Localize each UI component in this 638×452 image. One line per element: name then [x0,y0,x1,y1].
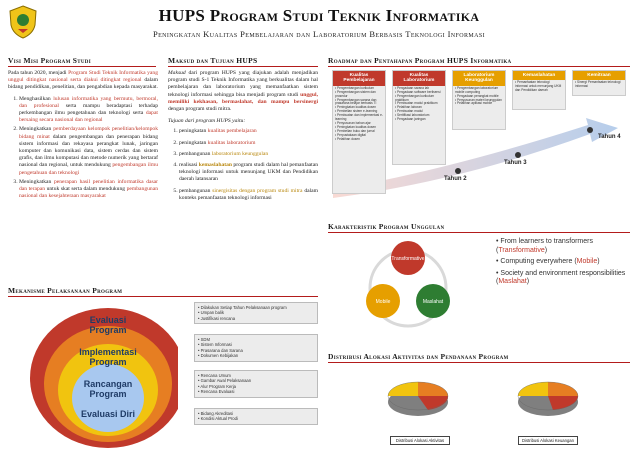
roadmap-item: • Penyusunan bahan ajar [335,120,371,125]
tujuan-item-1: 1. peningkatan kualitas pembelajaran [179,128,318,135]
misi-list [8,96,158,201]
roadmap-column-title: Kemitraan [573,71,625,80]
mekanisme-item: • Rencana Evaluasi [198,389,235,395]
maksud-heading: Maksud dan Tujuan HUPS [168,56,318,67]
roadmap-item: • Pembuatan modul [395,109,423,114]
mekanisme-item: • Justifikasi rencana [198,315,236,321]
roadmap-year-label: Tahun 2 [444,176,467,182]
roadmap-column-title: Kualitas Laboratorium [393,71,445,86]
tujuan-item-4: 4. realisasi kemaslahatan program studi dalam hal pemanfaatan teknologi informasi untuk menunjang UKM dan Pendidikan daerah latansaran [179,162,318,184]
karakteristik-item-3: • Society and environment responsibilities (Maslahat) [496,269,626,286]
aktivitas-pie [388,382,448,416]
roadmap-item: • Pengadaan jaringan [395,117,426,122]
roadmap-item: • Pengembangan kurikulum praktikum [395,93,435,102]
roadmap-item: • Perpustakaan digital [335,132,366,137]
misi-item-3: 3. Meningkatkan penerapan hasil penelitian informatika dasar dan terapan untuk skat serta dalam mendukung pembangunan nasional dan kesejahteraan masyarakat [19,179,158,201]
mekanisme-item-box [194,302,318,324]
roadmap-year-label: Tahun 4 [598,134,621,140]
mekanisme-item: • Dilakukan Setiap Tahun Pelaksanaan program [198,305,287,310]
roadmap-item: • Sinergi Pemanfaatan teknologi informasi [575,80,621,89]
mekanisme-ring-label: Evaluasi Diri [80,409,136,419]
distribusi-heading: Distribusi Alokasi Aktivitas dan Pendanaan Program [328,352,630,363]
tujuan-intro: Tujuan dari program HUPS yaitu: [168,118,246,125]
mekanisme-item-box [194,370,318,398]
roadmap-item: • Pengembangan laboratorium mobile computing [455,85,499,94]
roadmap-item: • Pembuatan dan implementasi e-learning [335,113,383,122]
keuangan-pie [518,382,578,416]
mekanisme-item-box [194,408,318,425]
roadmap-item: • Sertifikasi laboratorium [395,113,430,118]
transformative-label: Transformative [391,256,425,262]
mekanisme-item: • Kondisi Aktual Prodi [198,416,238,422]
maksud-body [168,70,318,204]
mekanisme-item: • Umpan balik [198,310,224,316]
aktivitas-caption: Distribusi Alokasi Aktivitas [390,436,450,445]
mekanisme-item: • Alur Program Kerja [198,383,237,389]
maslahat-label: Maslahat [422,299,444,305]
mekanisme-item: • Sistem Informasi [198,342,232,348]
roadmap-item: • Pembuatan modul praktikum [395,101,438,106]
karakteristik-panel [328,236,630,336]
distribusi-pies [328,366,630,434]
mekanisme-ring-label: Evaluasi Program [89,315,127,335]
roadmap-item: • Pelatihan laboran [395,105,422,110]
misi-item-2: 2. Meningkatkan pemberdayaan kelompok penelitian/kelompok bidang minat dalam pengembangan dan penerapan bidang sistem informasi dan rekayasa perangkat lunak, jaringan komputer dan komunikasi data, sistem cerdas dan sistem grafis, dan ilmu komputasi dan metode numerik yang bertaraf nasional dan regional, untuk mendukung pengembangan ilmu pengetahuan dan teknologi [19,126,158,176]
karakteristik-list [496,238,628,287]
mekanisme-item: • Gambar Awal Pelaksanaan [198,378,252,384]
page-title: HUPS Program Studi Teknik Informatika [158,6,480,25]
distribusi-panel [328,366,630,450]
visi-body [8,70,158,202]
mekanisme-diagram [8,300,320,448]
mekanisme-ring-label: Rancangan Program [83,379,133,399]
roadmap-item: • Pemanfaatan teknologi informasi untuk menunjang UKM dan Pendidikan daerah [515,80,562,93]
mekanisme-item: • SDM [198,337,210,342]
roadmap-column-3 [452,70,506,130]
roadmap-heading: Roadmap dan Pentahapan Program HUPS Informatika [328,56,630,67]
roadmap-item: • Pelatihan aplikasi mobile [455,101,493,106]
roadmap-item: • Pengadaan sarana lab [395,85,430,90]
karakteristik-heading: Karakteristik Program Unggulan [328,222,630,233]
roadmap-column-title: Laboratorium Keunggulan [453,71,505,86]
tujuan-item-2: 2. peningkatan kualitas laboratorium [179,140,318,147]
visi-intro: Pada tahun 2020, menjadi Program Studi Teknik Informatika yang unggul ditingkat nasional serta diakui ditingkat regional dalam bidang pendidikan, penelitian, dan pengabdian kepada masyarakat. [8,70,158,91]
visi-heading: Visi Misi Program Studi [8,56,156,67]
roadmap-column-5 [572,70,626,96]
roadmap-item: • Pembelian sistem e-learning [335,109,378,114]
roadmap-column-title: Kualitas Pembelajaran [333,71,385,86]
roadmap-item: • Pengadaan software berlisensi [395,89,441,94]
roadmap-column-title: Kemaslahatan [513,71,565,80]
karakteristik-item-1: • From learners to transformers (Transformative) [496,238,593,254]
mekanisme-item-box [194,334,318,362]
mekanisme-ring-label: Implementasi Program [79,347,137,367]
mekanisme-item: • Bidang Akreditasi [198,411,233,416]
roadmap-diagram [328,70,630,200]
roadmap-item: • Pembelian buku dan jurnal [335,128,375,133]
roadmap-item: • Pengembangan sistem dan prosedur [335,89,376,98]
mekanisme-item: • Prasarana dan Sarana [198,347,243,353]
page-subtitle: Peningkatan Kualitas Pembelajaran dan Laboratorium Berbasis Teknologi Informasi [152,29,486,39]
roadmap-item: • Peningkatan kualitas dosen [335,124,377,129]
mekanisme-item: • Dokumen Kebijakan [198,353,239,359]
roadmap-item: • Pengembangan kurikulum [335,85,375,90]
karakteristik-venn [328,236,488,336]
karakteristik-item-2: • Computing everywhere (Mobile) [496,258,600,266]
tujuan-item-3: 3. pembangunan laboratorium keunggulan [179,151,318,158]
roadmap-item: • Pengadaan perangkat mobile [455,93,499,98]
roadmap-item: • Pengembangan sarana dan prasarana belajar berbasis TI [335,97,377,106]
roadmap-column-1 [332,70,386,194]
roadmap-column-4 [512,70,566,110]
misi-item-1: 1. Menghasilkan lulusan informatika yang bermutu, bermoral, dan profesional serta mampu beradaptasi terhadap perkembangan ilmu pengetahuan dan teknologi serta dapat bersaing secara nasional dan regional [19,96,158,125]
roadmap-year-label: Tahun 3 [504,160,527,166]
maksud-paragraph: Maksud dari program HUPS yang diajukan adalah menjadikan program studi S-1 Teknik Informatika yang berkualitas dalam hal pembelajaran dan laboratorium yang memanfaatkan sistem teknologi informasi sehingga bisa menjadi program studi unggul, memiliki kekhasan, bermaslahat, dan mampu bersinergi dengan program studi mitra. [168,70,318,113]
roadmap-column-2 [392,70,446,165]
roadmap-item: • Peningkatan kualitas dosen [335,105,377,110]
roadmap-item: • Penyusunan materi keunggulan [455,97,502,102]
tujuan-list [168,128,318,202]
mekanisme-item: • Rencana Umum [198,373,231,378]
mekanisme-heading: Mekanisme Pelaksanaan Program [8,286,318,297]
keuangan-caption: Distribusi Alokasi Keuangan [518,436,578,445]
roadmap-item: • Pelatihan dosen [335,136,360,141]
tujuan-item-5: 5. pembangunan sinergisitas dengan program studi mitra dalam konteks pemanfaatan teknologi informasi [179,188,318,202]
mobile-label: Mobile [375,299,391,305]
